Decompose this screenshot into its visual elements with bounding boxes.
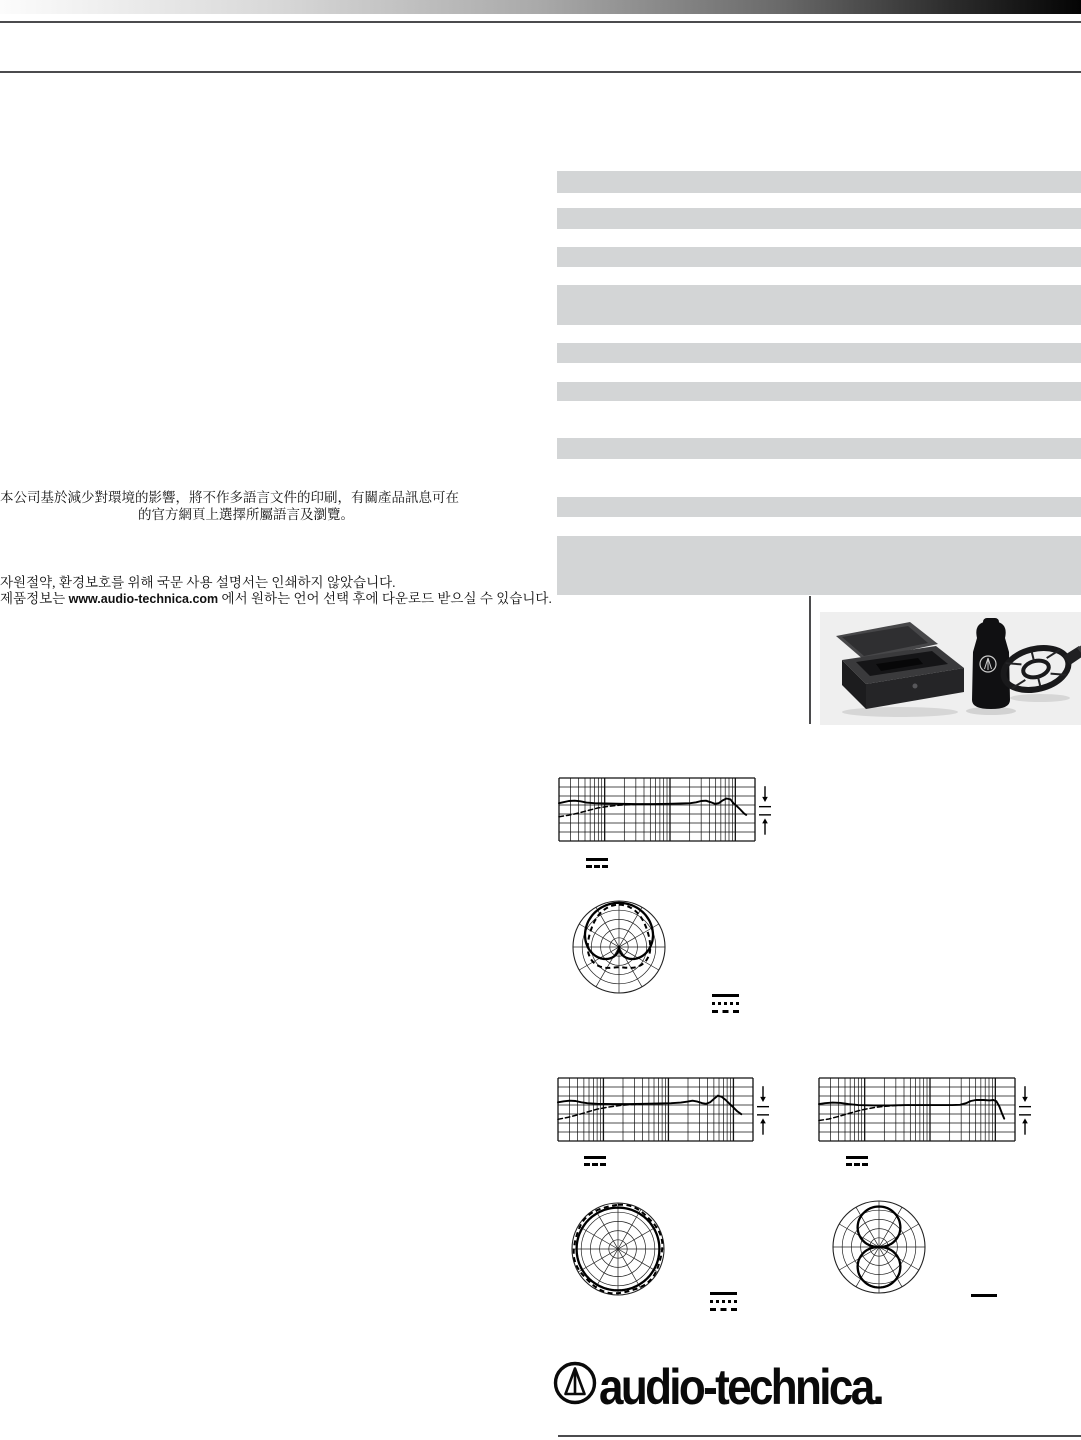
spec-placeholder-bar [557, 382, 1081, 401]
at-circle-icon [553, 1360, 597, 1406]
frequency-response-chart-lower-right-legend [846, 1156, 868, 1170]
korean-notice-line1: 자원절약, 환경보호를 위해 국문 사용 설명서는 인쇄하지 않았습니다. [0, 575, 396, 590]
carrying-case-image [836, 622, 964, 717]
frequency-response-chart-lower-right [818, 1076, 1044, 1145]
polar-pattern-omnidirectional-legend [710, 1292, 737, 1316]
legend-swatch-dotted [710, 1300, 737, 1303]
legend-swatch-dashed [584, 1163, 606, 1166]
polar-pattern-figure8 [829, 1197, 929, 1297]
legend-swatch-dotted [712, 1002, 739, 1005]
spec-placeholder-bar [557, 497, 1081, 517]
legend-swatch-dashed [586, 865, 608, 868]
legend-swatch-solid [584, 1156, 606, 1159]
logo-wordmark: audio-technica. [599, 1359, 883, 1415]
spec-placeholder-bar [557, 536, 1081, 595]
korean-notice-line2-post: 에서 원하는 언어 선택 후에 다운로드 받으실 수 있습니다. [218, 591, 552, 606]
chinese-notice-line2: 的官方網頁上選擇所屬語言及瀏覽。 [138, 507, 354, 522]
legend-swatch-solid [586, 858, 608, 861]
accessories-divider-line [809, 596, 811, 724]
accessories-photo-drawing [820, 612, 1081, 725]
spec-placeholder-bar [557, 343, 1081, 363]
chinese-notice-line1: 本公司基於減少對環境的影響，將不作多語言文件的印刷，有關產品訊息可在 [0, 490, 459, 505]
spec-placeholder-bar [557, 171, 1081, 193]
legend-swatch-solid [846, 1156, 868, 1159]
spec-placeholder-bar [557, 247, 1081, 267]
korean-notice-line2 [0, 591, 552, 607]
bottom-rule [558, 1435, 1081, 1437]
polar-pattern-cardioid-legend [712, 994, 739, 1018]
frequency-response-chart-top [558, 776, 784, 845]
legend-swatch-dashed [712, 1010, 739, 1013]
frequency-response-chart-top-legend [586, 858, 608, 872]
legend-swatch-dashed [846, 1163, 868, 1166]
korean-notice-line2-pre: 제품정보는 [0, 591, 69, 606]
korean-notice-url: www.audio-technica.com [68, 592, 219, 606]
polar-pattern-omnidirectional [568, 1199, 668, 1299]
header-gradient-bar [0, 0, 1081, 14]
audio-technica-logo [553, 1356, 1033, 1415]
legend-swatch-solid [971, 1294, 997, 1297]
top-rule-1 [0, 21, 1081, 23]
spec-placeholder-bar [557, 208, 1081, 229]
frequency-response-chart-lower-left-legend [584, 1156, 606, 1170]
legend-swatch-dashed [710, 1308, 737, 1311]
frequency-response-chart-lower-left [557, 1076, 782, 1145]
spec-placeholder-bar [557, 285, 1081, 325]
chinese-environment-notice [0, 489, 470, 523]
accessories-photo [820, 612, 1081, 725]
shock-mount-image [999, 641, 1081, 702]
legend-swatch-solid [710, 1292, 737, 1295]
top-rule-2 [0, 71, 1081, 73]
polar-pattern-figure8-legend [971, 1294, 997, 1302]
spec-placeholder-bar [557, 438, 1081, 459]
korean-environment-notice [0, 575, 552, 607]
legend-swatch-solid [712, 994, 739, 997]
polar-pattern-cardioid [569, 897, 669, 997]
